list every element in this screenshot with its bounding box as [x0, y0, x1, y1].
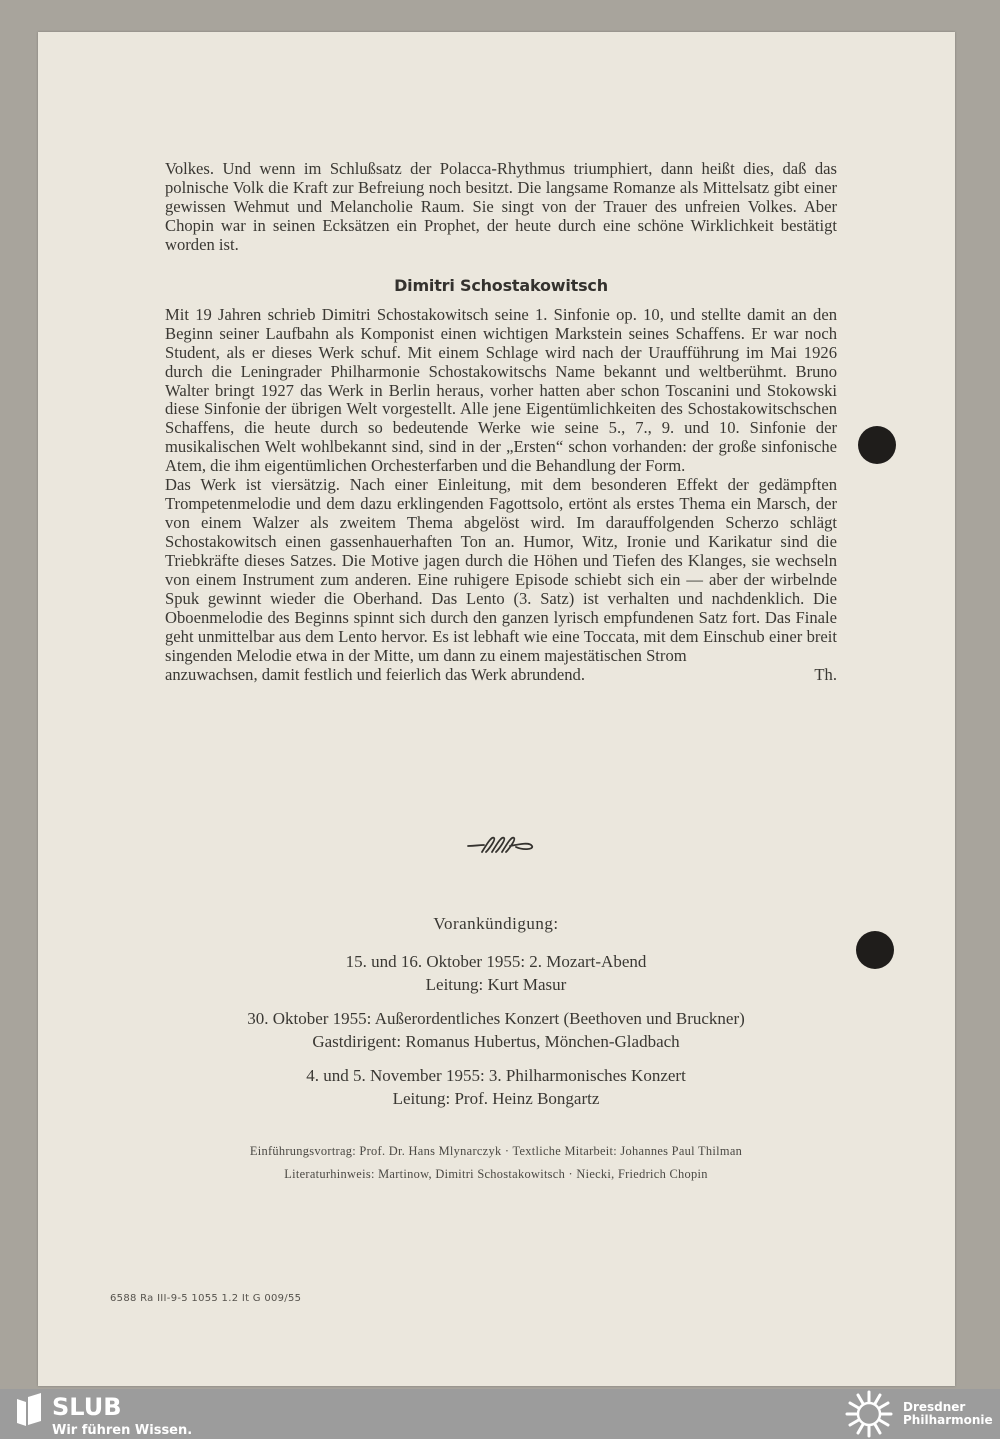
announcement-date-line: 15. und 16. Oktober 1955: 2. Mozart-Abend: [345, 952, 647, 971]
philharmonie-line-1: Dresdner: [903, 1400, 966, 1414]
body-text: [165, 160, 837, 685]
announcement-conductor-line: Gastdirigent: Romanus Hubertus, Mönchen-Gladbach: [312, 1032, 680, 1051]
ornament-flourish-icon: [466, 832, 536, 858]
slub-wordmark[interactable]: SLUB: [52, 1393, 122, 1421]
slub-tagline: Wir führen Wissen.: [52, 1423, 193, 1438]
announcement-item: [76, 950, 916, 996]
philharmonie-name: [903, 1401, 993, 1427]
announcement-item: [76, 1064, 916, 1110]
announcement-conductor-line: Leitung: Prof. Heinz Bongartz: [392, 1089, 600, 1108]
credits-line-2: Literaturhinweis: Martinow, Dimitri Schostakowitsch · Niecki, Friedrich Chopin: [284, 1167, 708, 1181]
paragraph-2-last-line: [165, 666, 837, 685]
credits-section: [76, 1140, 916, 1186]
paragraph-1: Mit 19 Jahren schrieb Dimitri Schostakowitsch seine 1. Sinfonie op. 10, und stellte damit an den Beginn seiner Laufbahn als Komponist einen wichtigen Markstein seines Schaffens. Er war noch Student, als er dieses Werk schuf. Mit einem Schlage wird nach der Uraufführung im Mai 1926 durch die Leningrader Philharmonie Schostakowitschs Name bekannt und weltberühmt. Bruno Walter bringt 1927 das Werk in Berlin heraus, vorher hatten aber schon Toscanini und Stokowski diese Sinfonie der übrigen Welt vorgestellt. Alle jene Eigentümlichkeiten des Schostakowitschschen Schaffens, die heute durch so bedeutende Werke wie seine 5., 7., 9. und 10. Sinfonie der musikalischen Welt wohlbekannt sind, sind in der „Ersten“ schon vorhanden: der große sinfonische Atem, die ihm eigentümlichen Orchesterfarben und die Behandlung der Form.: [165, 304, 837, 476]
intro-paragraph: Volkes. Und wenn im Schlußsatz der Polacca-Rhythmus triumphiert, dann heißt dies, daß das polnische Volk die Kraft zur Befreiung noch besitzt. Die langsame Romanze als Mittelsatz gibt einer gewissen Wehmut und Melancholie Raum. Sie singt von der Trauer des unfreien Volkes. Aber Chopin war in seinen Ecksätzen ein Prophet, der heute durch eine schöne Wirklichkeit bestätigt worden ist.: [165, 159, 837, 254]
philharmonie-sun-icon[interactable]: [842, 1390, 896, 1438]
footer-bar: [0, 1389, 1000, 1439]
announcement-conductor-line: Leitung: Kurt Masur: [425, 975, 567, 994]
section-heading: Dimitri Schostakowitsch: [394, 275, 608, 295]
announcement-section: [76, 912, 916, 1121]
announcement-item: [76, 1007, 916, 1053]
paragraph-2: Das Werk ist viersätzig. Nach einer Einleitung, mit dem besonderen Effekt der gedämpften Trompetenmelodie und dem dazu erklingenden Fagottsolo, ertönt als erstes Thema ein Marsch, der von einem Walzer als zweitem Thema abgelöst wird. Im darauffolgenden Scherzo schlägt Schostakowitsch einen gassenhauerhaften Ton an. Humor, Witz, Ironie und Karikatur sind die Triebkräfte dieses Satzes. Die Motive jagen durch die Höhen und Tiefen des Klanges, sie wechseln von einem Instrument zum anderen. Eine ruhigere Episode schiebt sich ein — aber der wirbelnde Spuk gewinnt wieder die Oberhand. Das Lento (3. Satz) ist verhalten und nachdenklich. Die Oboenmelodie des Beginns spinnt sich durch den ganzen lyrisch empfundenen Satz fort. Das Finale geht unmittelbar aus dem Lento hervor. Es ist lebhaft wie eine Toccata, mit dem Einschub einer breit singenden Melodie etwa in der Mitte, um dann zu einem majestätischen Strom: [165, 475, 837, 665]
punch-hole-top: [858, 426, 896, 464]
philharmonie-line-2: Philharmonie: [903, 1413, 993, 1427]
announcement-date-line: 4. und 5. November 1955: 3. Philharmonisches Konzert: [306, 1066, 686, 1085]
slub-book-icon: [14, 1393, 44, 1427]
announcement-date-line: 30. Oktober 1955: Außerordentliches Konzert (Beethoven und Bruckner): [247, 1009, 745, 1028]
credits-line-1: Einführungsvortrag: Prof. Dr. Hans Mlynarczyk · Textliche Mitarbeit: Johannes Paul Thilman: [249, 1144, 743, 1158]
author-signature: Th.: [814, 664, 837, 684]
announcement-title: Vorankündigung:: [433, 914, 559, 933]
print-code: 6588 Ra III-9-5 1055 1.2 It G 009/55: [110, 1293, 302, 1304]
document-page: [38, 32, 955, 1386]
paragraph-2-end: anzuwachsen, damit festlich und feierlich das Werk abrundend.: [165, 664, 585, 684]
